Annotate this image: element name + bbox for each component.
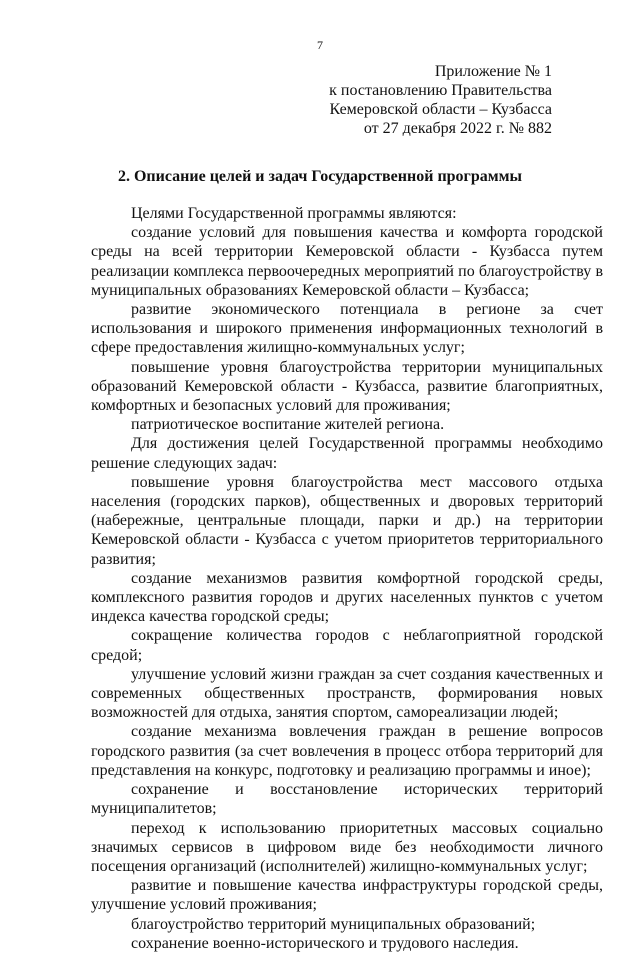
paragraph: создание механизмов развития комфортной городской среды, комплексного развития городов и других населенных пунктов с учетом индекса качества городской среды; (91, 569, 603, 626)
paragraph: Целями Государственной программы являются: (131, 205, 457, 222)
appendix-line: к постановлению Правительства (329, 82, 552, 99)
appendix-line: от 27 декабря 2022 г. № 882 (363, 120, 552, 137)
paragraph: сокращение количества городов с неблагоприятной городской средой; (91, 627, 603, 664)
paragraph: сохранение военно-исторического и трудового наследия. (131, 934, 519, 952)
paragraph: сохранение и восстановление исторических территорий муниципалитетов; (91, 781, 603, 818)
paragraph: патриотическое воспитание жителей региона. (131, 416, 445, 434)
paragraph: повышение уровня благоустройства территории муниципальных образований Кемеровской области - Кузбасса, развитие благоприятных, комфортных и безопасных условий для проживания; (91, 358, 603, 415)
paragraph: повышение уровня благоустройства мест массового отдыха населения (городских парков), общественных и дворовых территорий (набережные, центральные площади, парки и др.) на территории Кемеровской области - Кузбасса с учетом приоритетов территориального развития; (91, 473, 603, 568)
paragraph: Для достижения целей Государственной программы необходимо решение следующих задач: (91, 435, 603, 472)
document-body (91, 204, 603, 953)
page-number: 7 (317, 38, 323, 52)
paragraph: развитие экономического потенциала в регионе за счет использования и широкого применения информационных технологий в сфере предоставления жилищно-коммунальных услуг; (91, 301, 603, 357)
paragraph: создание условий для повышения качества и комфорта городской среды на всей территории Кемеровской области - Кузбасса путем реализации комплекса первоочередных мероприятий по благоустройству в муниципальных образованиях Кемеровской области – Кузбасса; (91, 224, 603, 299)
appendix-line: Кемеровской области – Кузбасса (329, 101, 552, 118)
paragraph: переход к использованию приоритетных массовых социально значимых сервисов в цифровом виде без необходимости личного посещения организаций (исполнителей) жилищно-коммунальных услуг; (91, 819, 603, 875)
paragraph: развитие и повышение качества инфраструктуры городской среды, улучшение условий проживания; (91, 877, 603, 914)
appendix-header (312, 62, 552, 138)
paragraph: создание механизма вовлечения граждан в решение вопросов городского развития (за счет вовлечения в процесс отбора территорий для представления на конкурс, подготовку и реализацию программы и иное); (91, 723, 603, 779)
section-title: 2. Описание целей и задач Государственной программы (117, 168, 523, 185)
paragraph: благоустройство территорий муниципальных образований; (131, 915, 536, 933)
appendix-line: Приложение № 1 (434, 63, 552, 80)
paragraph: улучшение условий жизни граждан за счет создания качественных и современных общественных пространств, формирования новых возможностей для отдыха, занятия спортом, самореализации людей; (91, 665, 603, 722)
